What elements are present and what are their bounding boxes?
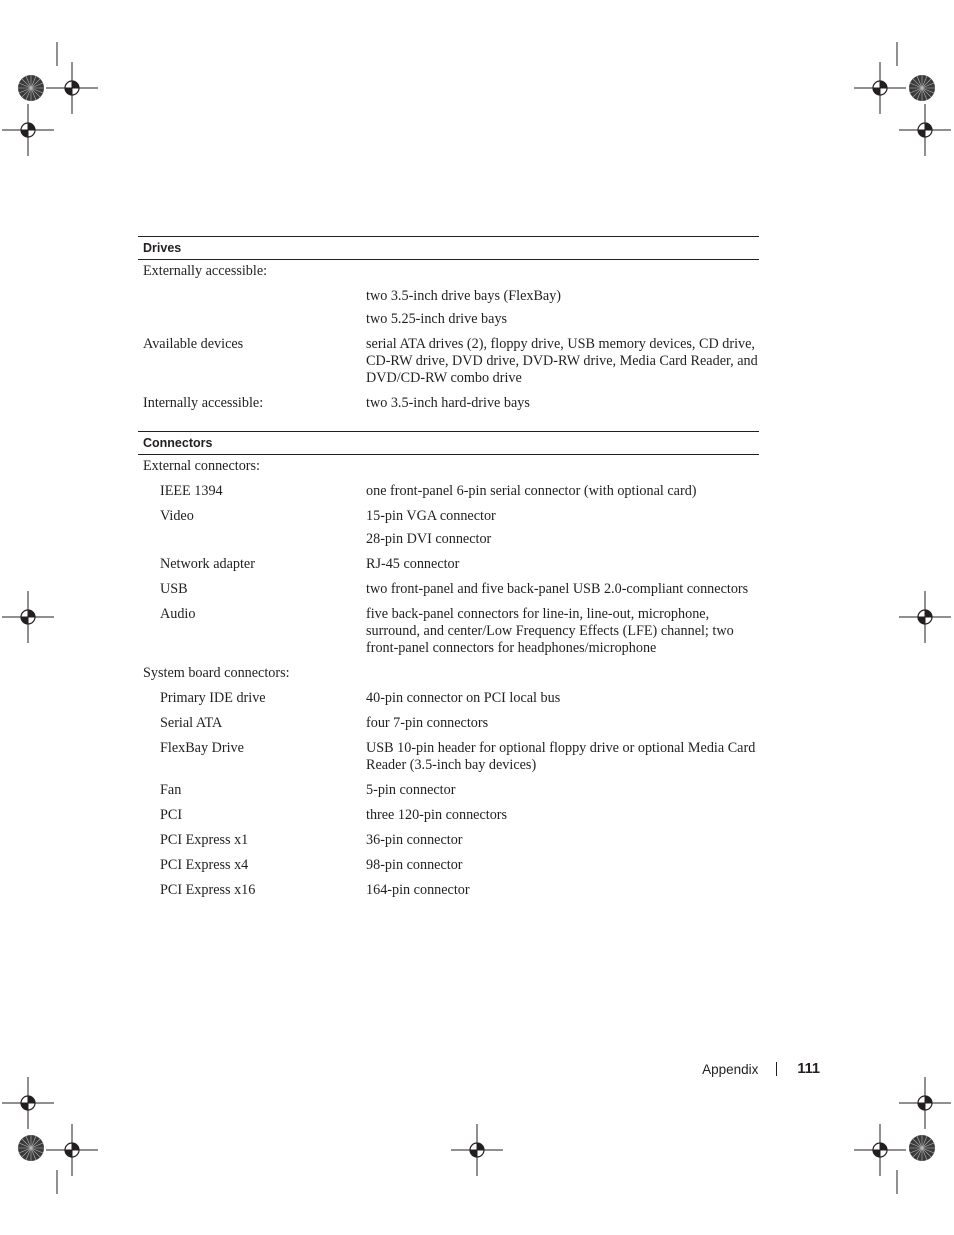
spec-value [366, 263, 758, 280]
registration-mark-icon [2, 104, 54, 156]
spec-row [138, 782, 759, 799]
spec-row [138, 857, 759, 874]
spec-value: 28-pin DVI connector [366, 531, 492, 547]
spec-value: RJ-45 connector [366, 556, 460, 572]
footer-divider [776, 1062, 777, 1076]
spec-label: Externally accessible: [143, 263, 268, 279]
spec-row [138, 690, 759, 707]
registration-mark-icon [899, 591, 951, 643]
spec-row [138, 508, 759, 525]
registration-mark-icon [899, 1077, 951, 1129]
spec-group-label: System board connectors: [143, 665, 290, 681]
spec-label: Available devices [143, 336, 244, 352]
spec-label: USB [160, 581, 188, 597]
spec-row [138, 336, 759, 387]
spec-label: Internally accessible: [143, 395, 264, 411]
spec-value: three 120-pin connectors [366, 807, 508, 823]
spec-row [138, 483, 759, 500]
spec-value: two 3.5-inch drive bays (FlexBay) [366, 288, 562, 304]
spec-group-label: External connectors: [143, 458, 260, 474]
spec-row [138, 395, 759, 412]
footer-section-name: Appendix [702, 1061, 759, 1077]
spec-label: PCI Express x16 [160, 882, 256, 898]
registration-mark-icon [2, 591, 54, 643]
spec-value: 40-pin connector on PCI local bus [366, 690, 561, 706]
spec-value: 98-pin connector [366, 857, 463, 873]
page-number: 111 [797, 1061, 820, 1077]
spec-row [138, 556, 759, 573]
color-target-icon [18, 75, 44, 101]
spec-value: 5-pin connector [366, 782, 456, 798]
spec-value: five back-panel connectors for line-in, line-out, microphone, surround, and center/Low Frequency Effects (LFE) channel; two front-panel connectors for headphones/microphone [366, 606, 734, 656]
spec-label: Fan [160, 782, 182, 798]
spec-value: 36-pin connector [366, 832, 463, 848]
drives-heading: Drives [138, 236, 759, 260]
spec-label: PCI Express x4 [160, 857, 249, 873]
spec-value: one front-panel 6-pin serial connector (with optional card) [366, 483, 697, 499]
spec-value: 15-pin VGA connector [366, 508, 496, 524]
registration-mark-icon [854, 62, 906, 114]
spec-row [138, 740, 759, 774]
spec-value: two 3.5-inch hard-drive bays [366, 395, 530, 411]
registration-mark-icon [2, 1077, 54, 1129]
spec-label: Network adapter [160, 556, 255, 572]
color-target-icon [18, 1135, 44, 1161]
spec-row [138, 458, 759, 475]
color-target-icon [909, 1135, 935, 1161]
registration-mark-icon [46, 1124, 98, 1176]
registration-mark-icon [451, 1124, 503, 1176]
spec-row [138, 606, 759, 657]
spec-value: serial ATA drives (2), floppy drive, USB memory devices, CD drive, CD-RW drive, DVD drive, DVD-RW drive, Media Card Reader, and DVD/CD-RW combo drive [366, 336, 758, 386]
spec-row [138, 531, 759, 548]
spec-row [138, 882, 759, 899]
spec-label: FlexBay Drive [160, 740, 244, 756]
connectors-section [138, 431, 759, 899]
spec-label: IEEE 1394 [160, 483, 223, 499]
spec-label: PCI Express x1 [160, 832, 249, 848]
spec-label: Primary IDE drive [160, 690, 266, 706]
drives-section [138, 236, 759, 412]
spec-row [138, 581, 759, 598]
spec-value: two front-panel and five back-panel USB 2.0-compliant connectors [366, 581, 749, 597]
spec-label: Video [160, 508, 194, 524]
spec-value: 164-pin connector [366, 882, 470, 898]
page-footer [702, 1061, 820, 1077]
spec-label: PCI [160, 807, 183, 823]
spec-value: two 5.25-inch drive bays [366, 311, 508, 327]
color-target-icon [909, 75, 935, 101]
spec-label: Serial ATA [160, 715, 223, 731]
registration-mark-icon [46, 62, 98, 114]
registration-mark-icon [899, 104, 951, 156]
spec-row [138, 288, 759, 305]
spec-row [138, 715, 759, 732]
spec-row [138, 832, 759, 849]
spec-value: four 7-pin connectors [366, 715, 489, 731]
registration-mark-icon [854, 1124, 906, 1176]
spec-label: Audio [160, 606, 196, 622]
spec-row [138, 263, 759, 280]
spec-row [138, 665, 759, 682]
spec-row [138, 807, 759, 824]
spec-row [138, 311, 759, 328]
spec-value: USB 10-pin header for optional floppy drive or optional Media Card Reader (3.5-inch bay devices) [366, 740, 756, 773]
connectors-heading: Connectors [138, 431, 759, 455]
